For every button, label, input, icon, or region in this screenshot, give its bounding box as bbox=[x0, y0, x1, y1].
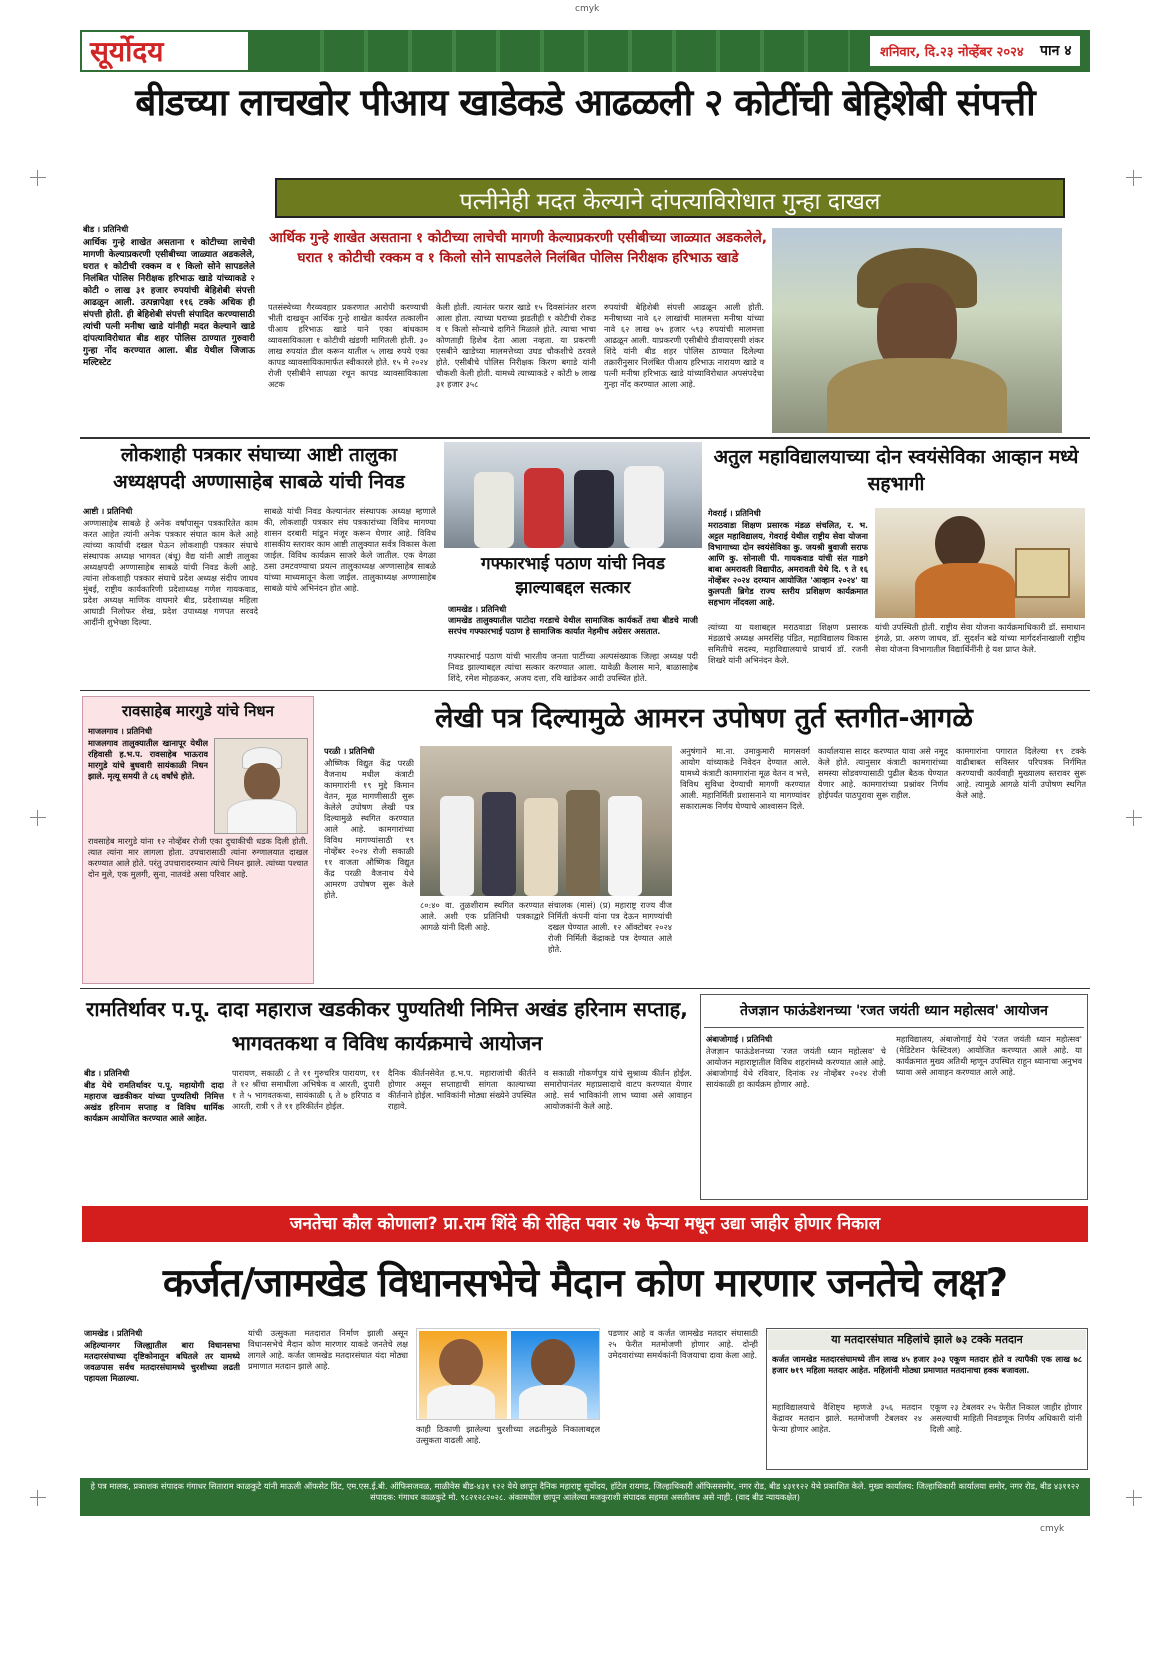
agale-dateline: परळी । प्रतिनिधी bbox=[324, 746, 375, 756]
pathan-dateline: जामखेड । प्रतिनिधी bbox=[448, 604, 507, 614]
atul-photo bbox=[875, 508, 1085, 618]
agale-photo bbox=[420, 746, 672, 896]
tejgyan-col-1: तेजज्ञान फाऊंडेशनच्या 'रजत जयंती ध्यान महोत्सव' चे आयोजन महाराष्ट्रातील विविध शहरांमध्ये करण्यात आले आहे. अंबाजोगाई येथे रविवार, दिनांक २४ नोव्हेंबर २०२४ रोजी सायंकाळी हा कार्यक्रम होणार आहे. bbox=[706, 1046, 886, 1089]
page-number: पान ४ bbox=[1040, 43, 1072, 59]
registration-mark-icon bbox=[30, 1490, 46, 1506]
karjat-headline: कर्जत/जामखेड विधानसभेचे मैदान कोण मारणार जनतेचे लक्ष? bbox=[162, 1261, 1008, 1306]
pathan-photo bbox=[444, 442, 702, 548]
atul-dateline: गेवराई । प्रतिनिधी bbox=[708, 508, 761, 518]
agale-col-5: कामगारांना पगारात दिलेल्या १९ टक्के वाढीबाबत सविस्तर परिपत्रक निर्गमित करण्याची कार्यवाही मुख्यालय स्तरावर सुरू आहे. त्यामुळे आगळे यांनी उपोषण स्थगित केले आहे. bbox=[956, 746, 1086, 800]
imprint-text: हे पत्र मालक, प्रकाशक संपादक गंगाधर सिताराम काळकुटे यांनी माऊली ऑफसेट प्रिंट, एम.एस.ई.बी. ऑफिसजवळ, माळीवेस बीड-४३१ १२२ येथे छापून दैनिक महाराष्ट्र सूर्योदय, हॉटेल रायगड, जिल्हाधिकारी ऑफिससमोर, नगर रोड, बीड ४३११२२ येथे प्रकाशित केले. मुख्य कार्यालय: जिल्हाधिकारी कार्यालया समोर, नगर रोड, बीड ४३११२२ संपादक: गंगाधर काळकुटे मो. ९८२१२८२०२८. अंकामधील छापून आलेल्या मजकुराशी संपादक सहमत असतीलच असे नाही. (वाद बीड न्यायकक्षेत) bbox=[90, 1481, 1080, 1502]
tejgyan-dateline: अंबाजोगाई । प्रतिनिधी bbox=[706, 1034, 773, 1044]
karjat-candidates-photo bbox=[416, 1328, 600, 1420]
print-mark-bottom: cmyk bbox=[1040, 1524, 1065, 1534]
ashti-body-1: अण्णासाहेब साबळे हे अनेक वर्षांपासून पत्रकारितेत काम करत आहेत त्यांनी अनेक पत्रकार संघात काम केले आहे त्यांच्या कार्याची दखल घेऊन लोकशाही पत्रकार संघाचे संस्थापक अध्यक्ष भागवत (बंधू) वैद्य यांनी आष्टी तालुका अध्यक्षपदी अण्णासाहेब साबळे यांची निवड केली आहे. त्यांना लोकशाही पत्रकार संघाचे प्रदेश अध्यक्ष संदीप जाधव मुंबई, राष्ट्रीय कार्यकारिणी प्रदेशाध्यक्ष गणेश गायकवाड, प्रदेश अध्यक्ष माणिक वाघमारे बीड, प्रदेशाध्यक्ष महिला आघाडी निलोफर शेख, प्रदेश उपाध्यक्ष गणपत सरवदे आदींनी शुभेच्छा दिल्या. bbox=[83, 518, 258, 627]
karjat-photo-caption: काही ठिकाणी झालेल्या चुरशीच्या लढतीमुळे निकालाबद्दल उत्सुकता वाढली आहे. bbox=[416, 1424, 600, 1445]
lead-deck: आर्थिक गुन्हे शाखेत असताना १ कोटीच्या लाचेची मागणी केल्याप्रकरणी एसीबीच्या जाळ्यात अडकलेले, घरात १ कोटीची रक्कम व १ किलो सोने सापडलेले निलंबित पोलिस निरीक्षक हरिभाऊ खाडे bbox=[269, 230, 767, 266]
registration-mark-icon bbox=[1126, 170, 1142, 186]
karjat-col-3: पडणार आहे व कर्जत जामखेड मतदार संघासाठी २५ फेरीत मतमोजणी होणार आहे. दोन्ही उमेदवारांच्या समर्थकांनी विजयाचा दावा केला आहे. bbox=[608, 1328, 758, 1360]
print-mark-top: cmyk bbox=[575, 4, 600, 14]
agale-col-4: कार्यालयास सादर करण्यात यावा असे नमूद केले होते. त्यानुसार कंत्राटी कामगारांच्या समस्या सोडवण्यासाठी पुढील बैठक घेण्यात येणार आहे. कामगारांच्या प्रश्नांवर निर्णय होईपर्यंत पाठपुरावा सुरू राहील. bbox=[818, 746, 948, 800]
karjat-women-col-1: महाविद्यालयाचे वैशिष्ट्य म्हणजे ३५६ मतदान केंद्रावर मतदान झाले. मतमोजणी टेबलवर २४ फेऱ्या होणार आहेत. bbox=[772, 1402, 922, 1434]
margude-lead: माजलगाव तालुक्यातील खानापूर येथील रहिवासी ह.भ.प. रावसाहेब भाऊराव मारगुडे यांचे बुधवारी सायंकाळी निधन झाले. मृत्यू समयी ते ८६ वर्षांचे होते. bbox=[88, 738, 208, 781]
lead-col-4: रुपयांची बेहिशेबी संपत्ती आढळून आली होती. मनीषाच्या नावे ६२ लाखांची मालमत्ता मनीषा यांच्या नावे ६२ लाख ७५ हजार ५९३ रुपयांची मालमत्ता आढळून आली. याप्रकरणी एसीबीचे डीवायएसपी शंकर शिंदे यांनी बीड शहर पोलिस ठाण्यात दिलेल्या तक्रारीनुसार निलंबित पीआय हरिभाऊ नारायण खाडे व पत्नी मनीषा हरिभाऊ खाडे यांच्याविरोधात अपसंपदेचा गुन्हा नोंद करण्यात आला आहे. bbox=[604, 302, 764, 389]
atul-body-1: त्यांच्या या यशाबद्दल मराठवाडा शिक्षण प्रसारक मंडळाचे अध्यक्ष अमरसिंह पंडित, महाविद्यालय विकास समितीचे सदस्य, महाविद्यालयाचे प्राचार्य डॉ. रजनी शिखरे यांनी अभिनंदन केले. bbox=[708, 622, 868, 665]
margude-dateline: माजलगाव । प्रतिनिधी bbox=[88, 726, 152, 736]
result-banner-text: जनतेचा कौल कोणाला? प्रा.राम शिंदे की रोहित पवार २७ फेऱ्या मधून उद्या जाहीर होणार निकाल bbox=[289, 1214, 881, 1234]
karjat-dateline: जामखेड । प्रतिनिधी bbox=[84, 1328, 143, 1338]
margude-headline: रावसाहेब मारगुडे यांचे निधन bbox=[122, 702, 274, 720]
agale-col-1: औष्णिक विद्युत केंद्र परळी वैजनाथ मधील कंत्राटी कामगारांनी १९ मुद्दे किमान वेतन, मूळ मागणीसाठी सुरू केलेले उपोषण लेखी पत्र दिल्यामुळे स्थगित करण्यात आले आहे. कामगारांच्या विविध मागण्यांसाठी १९ नोव्हेंबर २०२४ रोजी सकाळी ११ वाजता औष्णिक विद्युत केंद्र परळी वैजनाथ येथे आमरण उपोषण सुरू केले होते. bbox=[324, 758, 414, 900]
agale-photo-caption: ८०:४० वा. तुळशीराम स्थगित करण्यात आले. अशी एक प्रतिनिधी पत्रकाद्वारे आगळे यांनी दिली आहे. bbox=[420, 900, 544, 932]
atul-body-2: यांची उपस्थिती होती. राष्ट्रीय सेवा योजना कार्यक्रमाधिकारी डॉ. समाधान इंगळे, प्रा. अरुण जाधव, डॉ. सुदर्शन बढे यांच्या मार्गदर्शनाखाली राष्ट्रीय सेवा योजना विभागातील विद्यार्थिनींनी हे यश प्राप्त केले. bbox=[875, 622, 1085, 654]
issue-date: शनिवार, दि.२३ नोव्हेंबर २०२४ bbox=[880, 45, 1024, 60]
agale-col-2: संचालक (मासं) (प्र) महाराष्ट्र राज्य वीज निर्मिती कंपनी यांना पत्र देऊन मागण्यांची दखल घेण्यात आली. १२ ऑक्टोबर २०२४ रोजी निर्मिती केंद्राकडे पत्र देण्यात आले होते. bbox=[548, 900, 672, 954]
registration-mark-icon bbox=[30, 170, 46, 186]
karjat-women-body: कर्जत जामखेड मतदारसंघामध्ये तीन लाख ४५ हजार ३०३ एकूण मतदार होते व त्यापैकी एक लाख ७८ हजार ७१९ महिला मतदार आहेत. महिलांनी मोठ्या प्रमाणात मतदानाचा हक्क बजावला. bbox=[772, 1354, 1082, 1375]
tejgyan-headline: तेजज्ञान फाऊंडेशनच्या 'रजत जयंती ध्यान महोत्सव' आयोजन bbox=[704, 998, 1084, 1028]
margude-body: रावसाहेब मारगुडे यांना १२ नोव्हेंबर रोजी एका दुचाकीची धडक दिली होती. त्यात त्यांना मार लागला होता. उपचारासाठी त्यांना रुग्णालयात दाखल करण्यात आले होते. परंतु उपचारादरम्यान त्यांचे निधन झाले. त्यांच्या पश्चात दोन मुले, एक मुलगी, सुना, नातवंडे असा परिवार आहे. bbox=[88, 836, 308, 879]
lead-officer-photo bbox=[772, 228, 1062, 433]
lead-col-3: केली होती. त्यानंतर फरार खाडे १५ दिवसांनंतर शरण आला होता. त्याच्या घराच्या झडतीही १ कोटीची रोकड व १ किलो सोन्याचे दागिने मिळाले होते. त्याचा भाचा कोणताही हिशेब देता आला नव्हता. या प्रकरणी एसबीने खाडेच्या मालमत्तेच्या उघड चौकशीचे ठरवले होते. एसीबीचे पोलिस निरीक्षक किरण बगाडे यांनी चौकशी केली होती. यामध्ये त्याच्याकडे २ कोटी ७ लाख ३१ हजार ३५८ bbox=[436, 302, 596, 389]
margude-portrait bbox=[214, 738, 308, 834]
paper-name: सूर्योदय bbox=[90, 35, 164, 68]
khadkikar-col-4: व सकाळी गोकर्णपुत्र यांचे सुश्राव्य कीर्तन होईल. समारोपानंतर महाप्रसादाचे वाटप करण्यात येणार आहे. सर्व भाविकांनी लाभ घ्यावा असे आवाहन आयोजकांनी केले आहे. bbox=[544, 1068, 692, 1111]
registration-mark-icon bbox=[30, 810, 46, 826]
karjat-women-col-2: एकूण २३ टेबलवर २५ फेरीत निकाल जाहीर होणार असल्याची माहिती निवडणूक निर्णय अधिकारी यांनी दिली आहे. bbox=[930, 1402, 1082, 1434]
khadkikar-col-2: पारायण, सकाळी ८ ते ११ गुरुचरित्र पारायण, ११ ते १२ श्रींचा समाधीला अभिषेक व आरती, दुपारी १ ते ५ भागवतकथा, सायंकाळी ६ ते ७ हरिपाठ व आरती, रात्री ९ ते ११ हरिकीर्तन होईल. bbox=[232, 1068, 380, 1111]
lead-col-2: पतसंस्थेच्या गैरव्यवहार प्रकरणात आरोपी करण्याची भीती दाखवून आर्थिक गुन्हे शाखेत कार्यरत तत्कालीन पीआय हरिभाऊ खाडे याने एका बांधकाम व्यावसायिकाला १ कोटीची खंडणी मागितली होती. ३० लाख रुपयांत डील करून यातील ५ लाख रुपये एका कापड व्यावसायिकामार्फत स्वीकारले होते. १५ मे २०२४ रोजी एसीबीने सापळा रचून कापड व्यावसायिकाला अटक bbox=[268, 302, 428, 389]
agale-col-3: अनुषंगाने मा.ना. उमाकुमारी मागसवर्ग आयोग यांच्याकडे निवेदन देण्यात आले. यामध्ये कंत्राटी कामगारांना मूळ वेतन व भत्ते, विविध सुविधा देण्याची मागणी करण्यात आली. महानिर्मिती प्रशासनाने या मागण्यांवर सकारात्मक निर्णय घेण्याचे आश्वासन दिले. bbox=[680, 746, 810, 811]
khadkikar-headline: रामतिर्थावर प.पू. दादा महाराज खडकीकर पुण्यतिथी निमित्त अखंड हरिनाम सप्ताह, भागवतकथा व विविध कार्यक्रमाचे आयोजन bbox=[86, 997, 688, 1055]
khadkikar-col-3: दैनिक कीर्तनसेवेत ह.भ.प. महाराजांची कीर्तने होणार असून सप्ताहाची सांगता काल्याच्या कीर्तनाने होईल. भाविकांनी मोठ्या संख्येने उपस्थित राहावे. bbox=[388, 1068, 536, 1111]
lead-dateline: बीड । प्रतिनिधी bbox=[83, 224, 129, 234]
lead-subhead: पत्नीनेही मदत केल्याने दांपत्याविरोधात गुन्हा दाखल bbox=[459, 189, 881, 215]
lead-col-1: आर्थिक गुन्हे शाखेत असताना १ कोटीच्या लाचेची मागणी केल्याप्रकरणी एसीबीच्या जाळ्यात अडकलेले, घरात १ कोटीची रक्कम व १ किलो सोने सापडलेले निलंबित पोलिस निरीक्षक हरिभाऊ खाडे यांच्याकडे २ कोटी ० लाख ३१ हजार रुपयांची बेहिशेबी संपत्ती आढळून आली. उत्पन्नापेक्षा ११६ टक्के अधिक ही संपत्ती होती. ही बेहिशेबी संपत्ती संपादित करण्यासाठी त्यांची पत्नी मनीषा खाडे यांनीही मदत केल्याने खाडे दांपत्याविरोधात बीड शहर पोलिस ठाण्यात गुरुवारी गुन्हा नोंद करण्यात आला. बीड येथील जिजाऊ मल्टिस्टेट bbox=[83, 238, 255, 368]
khadkikar-dateline: बीड । प्रतिनिधी bbox=[84, 1068, 130, 1078]
pathan-headline: गफ्फारभाई पठाण यांची निवड झाल्याबद्दल सत्कार bbox=[481, 554, 665, 598]
ashti-headline: लोकशाही पत्रकार संघाच्या आष्टी तालुका अध्यक्षपदी अण्णासाहेब साबळे यांची निवड bbox=[113, 444, 405, 493]
atul-headline: अतुल महाविद्यालयाच्या दोन स्वयंसेविका आव्हान मध्ये सहभागी bbox=[713, 446, 1079, 495]
lead-headline: बीडच्या लाचखोर पीआय खाडेकडे आढळली २ कोटींची बेहिशेबी संपत्ती bbox=[135, 81, 1035, 124]
karjat-women-title: या मतदारसंघात महिलांचे झाले ७३ टक्के मतदान bbox=[768, 1330, 1086, 1350]
registration-mark-icon bbox=[1126, 810, 1142, 826]
atul-lead: मराठवाडा शिक्षण प्रसारक मंडळ संचलित, र. भ. अट्टल महाविद्यालय, गेवराई येथील राष्ट्रीय सेवा योजना विभागाच्या दोन स्वयंसेविका कु. जयश्री बुवाजी सराफ आणि कु. सोनाली पी. गायकवाड यांची संत गाडगे बाबा अमरावती विद्यापीठ, अमरावती येथे दि. ९ ते १६ नोव्हेंबर २०२४ दरम्यान आयोजित 'आव्हान २०२४' या कुलपती ब्रिगेड राज्य स्तरीय प्रशिक्षण कार्यक्रमात सहभाग नोंदवला आहे. bbox=[708, 520, 868, 607]
pathan-body: गफ्फारभाई पठाण यांची भारतीय जनता पार्टीच्या अल्पसंख्याक जिल्हा अध्यक्ष पदी निवड झाल्याबद्दल त्यांचा सत्कार करण्यात आला. यावेळी कैलास माने, बाळासाहेब शिंदे, रमेश मोहळकर, अजय दत्ता, रवि खांडेकर आदी उपस्थित होते. bbox=[448, 651, 698, 683]
karjat-col-2: यांची उत्सुकता मतदारात निर्माण झाली असून विधानसभेचे मैदान कोण मारणार याकडे जनतेचे लक्ष लागले आहे. कर्जत जामखेड मतदारसंघात यंदा मोठ्या प्रमाणात मतदान झाले आहे. bbox=[248, 1328, 408, 1371]
ashti-body-2: साबळे यांची निवड केल्यानंतर संस्थापक अध्यक्ष म्हणाले की, लोकशाही पत्रकार संघ पत्रकारांच्या विविध मागण्या शासन दरबारी मांडून मंजूर करून घेणार आहे. विविध शासकीय स्तरावर काम आष्टी तालुक्यात सर्वत्र विकास केला जाईल. विविध कार्यक्रम साजरे केले जातील. एक वेगळा ठसा उमटवण्याचा प्रयत्न तालुकाध्यक्ष अण्णासाहेब साबळे यांच्या माध्यमातून केला जाईल. तालुकाध्यक्ष अण्णासाहेब साबळे यांचे अभिनंदन होत आहे. bbox=[264, 506, 436, 593]
pathan-lead: जामखेड तालुक्यातील पाटोदा गरडाचे येथील सामाजिक कार्यकर्ते तथा बीडचे माजी सरपंच गफ्फारभाई पठाण हे सामाजिक कार्यात नेहमीच अग्रेसर असतात. bbox=[448, 615, 698, 636]
ashti-dateline: आष्टी । प्रतिनिधी bbox=[83, 506, 133, 516]
registration-mark-icon bbox=[1126, 1490, 1142, 1506]
masthead bbox=[80, 30, 1090, 72]
tejgyan-col-2: महाविद्यालय, अंबाजोगाई येथे 'रजत जयंती ध्यान महोत्सव' (मेडिटेशन फेस्टिवल) आयोजित करण्यात आले आहे. या कार्यक्रमात मुख्य अतिथी म्हणून उपस्थित राहून ध्यानाचा अनुभव घ्यावा असे आवाहन करण्यात आले आहे. bbox=[896, 1034, 1082, 1077]
karjat-lead: अहिल्यानगर जिल्ह्यातील बारा विधानसभा मतदारसंघाच्या दृष्टिकोनातून बघितले तर यामध्ये जवळपास सर्वच मतदारसंघामध्ये चुरशीच्या लढती पहायला मिळाल्या. bbox=[84, 1340, 240, 1383]
agale-headline: लेखी पत्र दिल्यामुळे आमरन उपोषण तुर्त स्तगीत-आगळे bbox=[435, 703, 973, 734]
khadkikar-lead: बीड येथे रामतिर्थावर प.पू. महायोगी दादा महाराज खडकीकर यांच्या पुण्यतिथी निमित्त अखंड हरिनाम सप्ताह व विविध धार्मिक कार्यक्रम आयोजित करण्यात आले आहेत. bbox=[84, 1080, 224, 1123]
